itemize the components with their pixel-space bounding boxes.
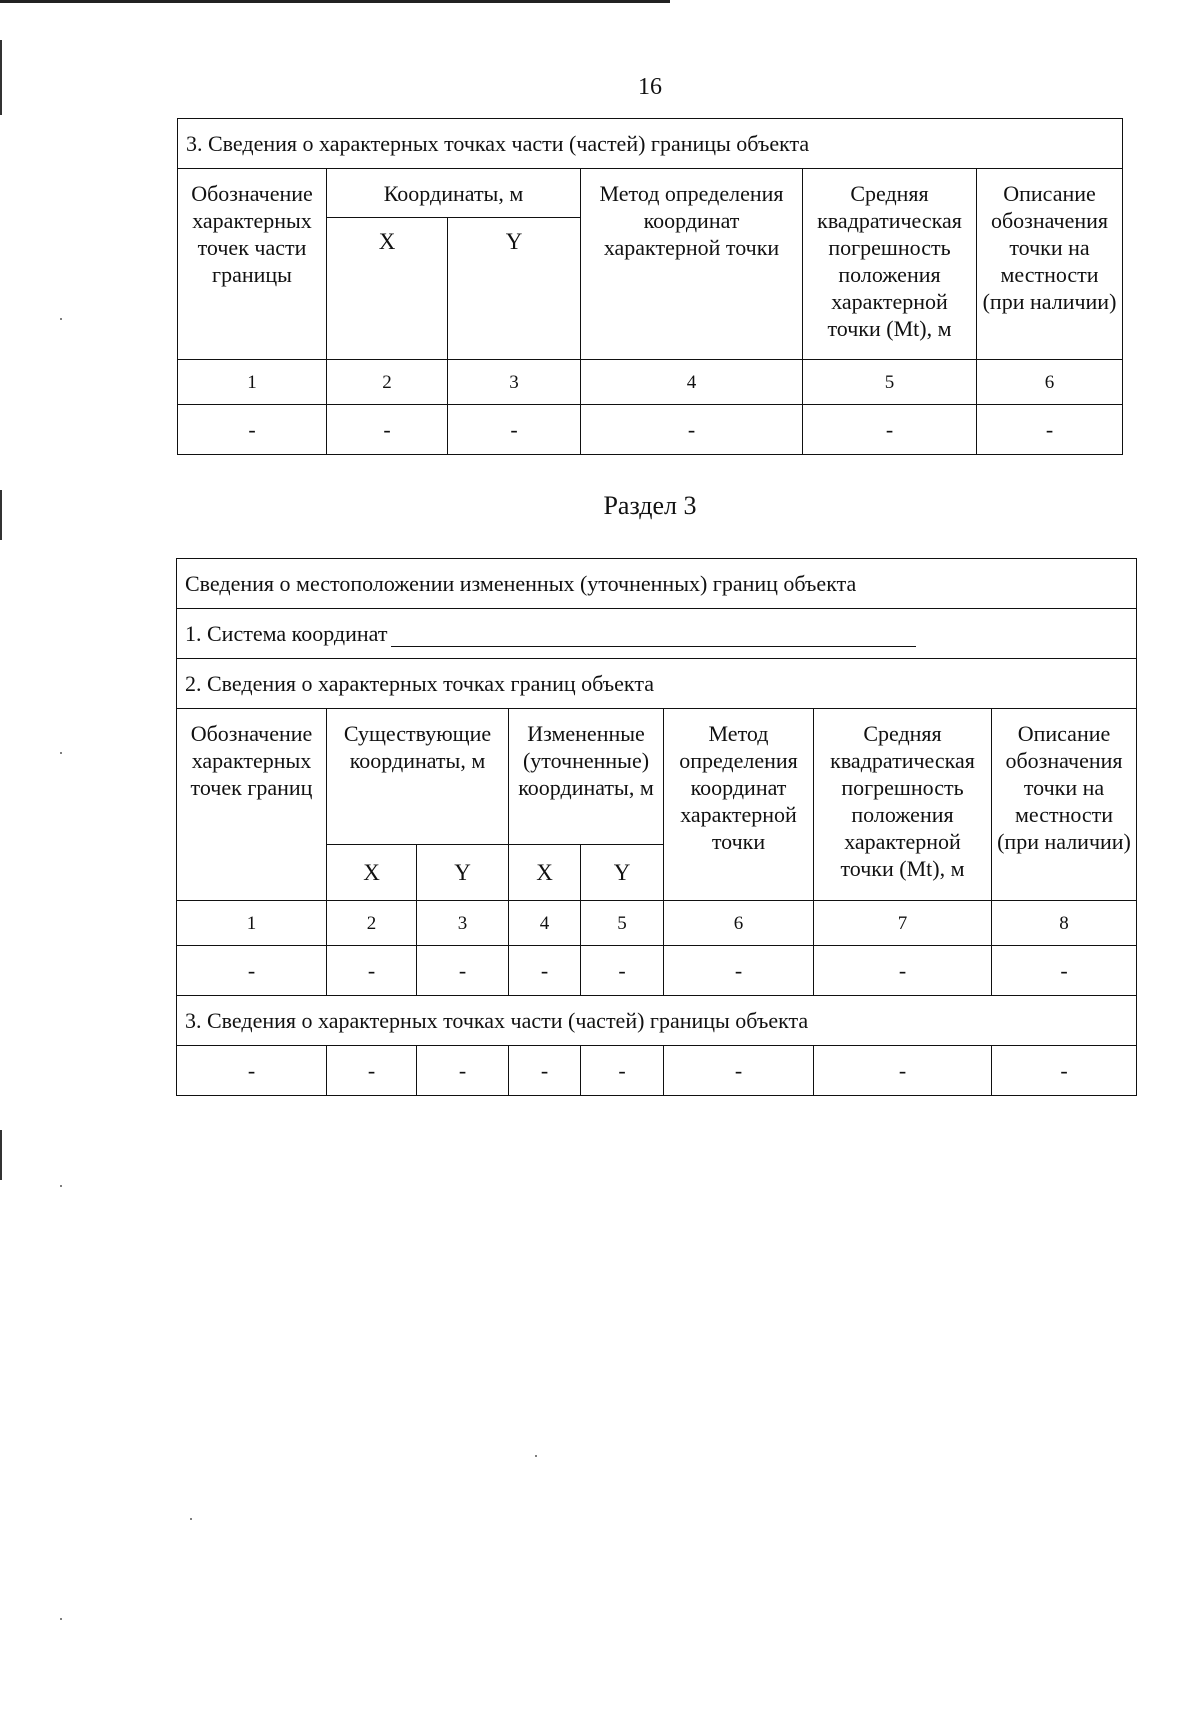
table-cell: -	[581, 946, 664, 996]
column-number: 4	[509, 901, 581, 946]
header-coordinates: Координаты, м	[327, 169, 581, 218]
scan-speck	[535, 1455, 537, 1457]
scan-speck	[60, 318, 62, 320]
header-description: Описание обозначения точки на местности (при наличии)	[992, 709, 1137, 901]
header-method: Метод определения координат характерной точки	[664, 709, 814, 901]
section-title: Раздел 3	[603, 491, 697, 520]
table-cell: -	[178, 405, 327, 455]
header-designation: Обозначение характерных точек границ	[177, 709, 327, 901]
header-changed-coordinates: Измененные (уточненные) координаты, м	[509, 709, 664, 845]
table-cell: -	[992, 946, 1137, 996]
column-number: 3	[448, 360, 581, 405]
table-cell: -	[417, 1046, 509, 1096]
table-cell: -	[448, 405, 581, 455]
table-cell: -	[814, 946, 992, 996]
scan-speck	[60, 1618, 62, 1620]
column-number: 8	[992, 901, 1137, 946]
header-description: Описание обозначения точки на местности (при наличии)	[977, 169, 1123, 360]
column-number: 7	[814, 901, 992, 946]
table-cell: -	[327, 1046, 417, 1096]
characteristic-points-parts-table	[177, 118, 1123, 455]
subheading-points: 2. Сведения о характерных точках границ объекта	[177, 659, 1137, 709]
table-cell: -	[417, 946, 509, 996]
coordinate-system-blank	[391, 624, 916, 647]
table-cell: -	[581, 405, 803, 455]
table-cell: -	[977, 405, 1123, 455]
table-cell: -	[177, 1046, 327, 1096]
table-cell: -	[327, 946, 417, 996]
table-heading: 3. Сведения о характерных точках части (частей) границы объекта	[178, 119, 1123, 169]
coordinate-system-row	[177, 609, 1137, 659]
table-heading: Сведения о местоположении измененных (уточненных) границ объекта	[177, 559, 1137, 609]
column-number: 4	[581, 360, 803, 405]
scan-speck	[60, 1185, 62, 1187]
table-cell: -	[664, 1046, 814, 1096]
header-designation: Обозначение характерных точек части границы	[178, 169, 327, 360]
table-cell: -	[814, 1046, 992, 1096]
table-cell: -	[664, 946, 814, 996]
table-cell: -	[327, 405, 448, 455]
table-row	[178, 405, 1123, 455]
header-error: Средняя квадратическая погрешность положения характерной точки (Mt), м	[803, 169, 977, 360]
header-existing-x: X	[327, 845, 417, 901]
scan-left-edge	[0, 1130, 2, 1180]
table-cell: -	[992, 1046, 1137, 1096]
scan-speck	[60, 752, 62, 754]
changed-boundaries-table	[176, 558, 1137, 1096]
column-number: 2	[327, 360, 448, 405]
header-method: Метод определения координат характерной точки	[581, 169, 803, 360]
table-row	[177, 946, 1137, 996]
column-number: 1	[177, 901, 327, 946]
header-error: Средняя квадратическая погрешность положения характерной точки (Mt), м	[814, 709, 992, 901]
coordinate-system-label: 1. Система координат	[185, 621, 388, 646]
column-number: 3	[417, 901, 509, 946]
column-number: 6	[977, 360, 1123, 405]
table-cell: -	[509, 946, 581, 996]
header-existing-coordinates: Существующие координаты, м	[327, 709, 509, 845]
column-number: 5	[581, 901, 664, 946]
column-number: 2	[327, 901, 417, 946]
scan-top-rule	[0, 0, 670, 3]
table-row	[177, 1046, 1137, 1096]
table-cell: -	[509, 1046, 581, 1096]
scan-speck	[190, 1518, 192, 1520]
subheading-parts: 3. Сведения о характерных точках части (частей) границы объекта	[177, 996, 1137, 1046]
table-cell: -	[581, 1046, 664, 1096]
page-number: 16	[638, 74, 662, 100]
header-changed-y: Y	[581, 845, 664, 901]
column-number: 6	[664, 901, 814, 946]
column-number: 5	[803, 360, 977, 405]
table-cell: -	[177, 946, 327, 996]
header-x: X	[327, 218, 448, 360]
header-existing-y: Y	[417, 845, 509, 901]
header-changed-x: X	[509, 845, 581, 901]
column-number: 1	[178, 360, 327, 405]
table-cell: -	[803, 405, 977, 455]
header-y: Y	[448, 218, 581, 360]
